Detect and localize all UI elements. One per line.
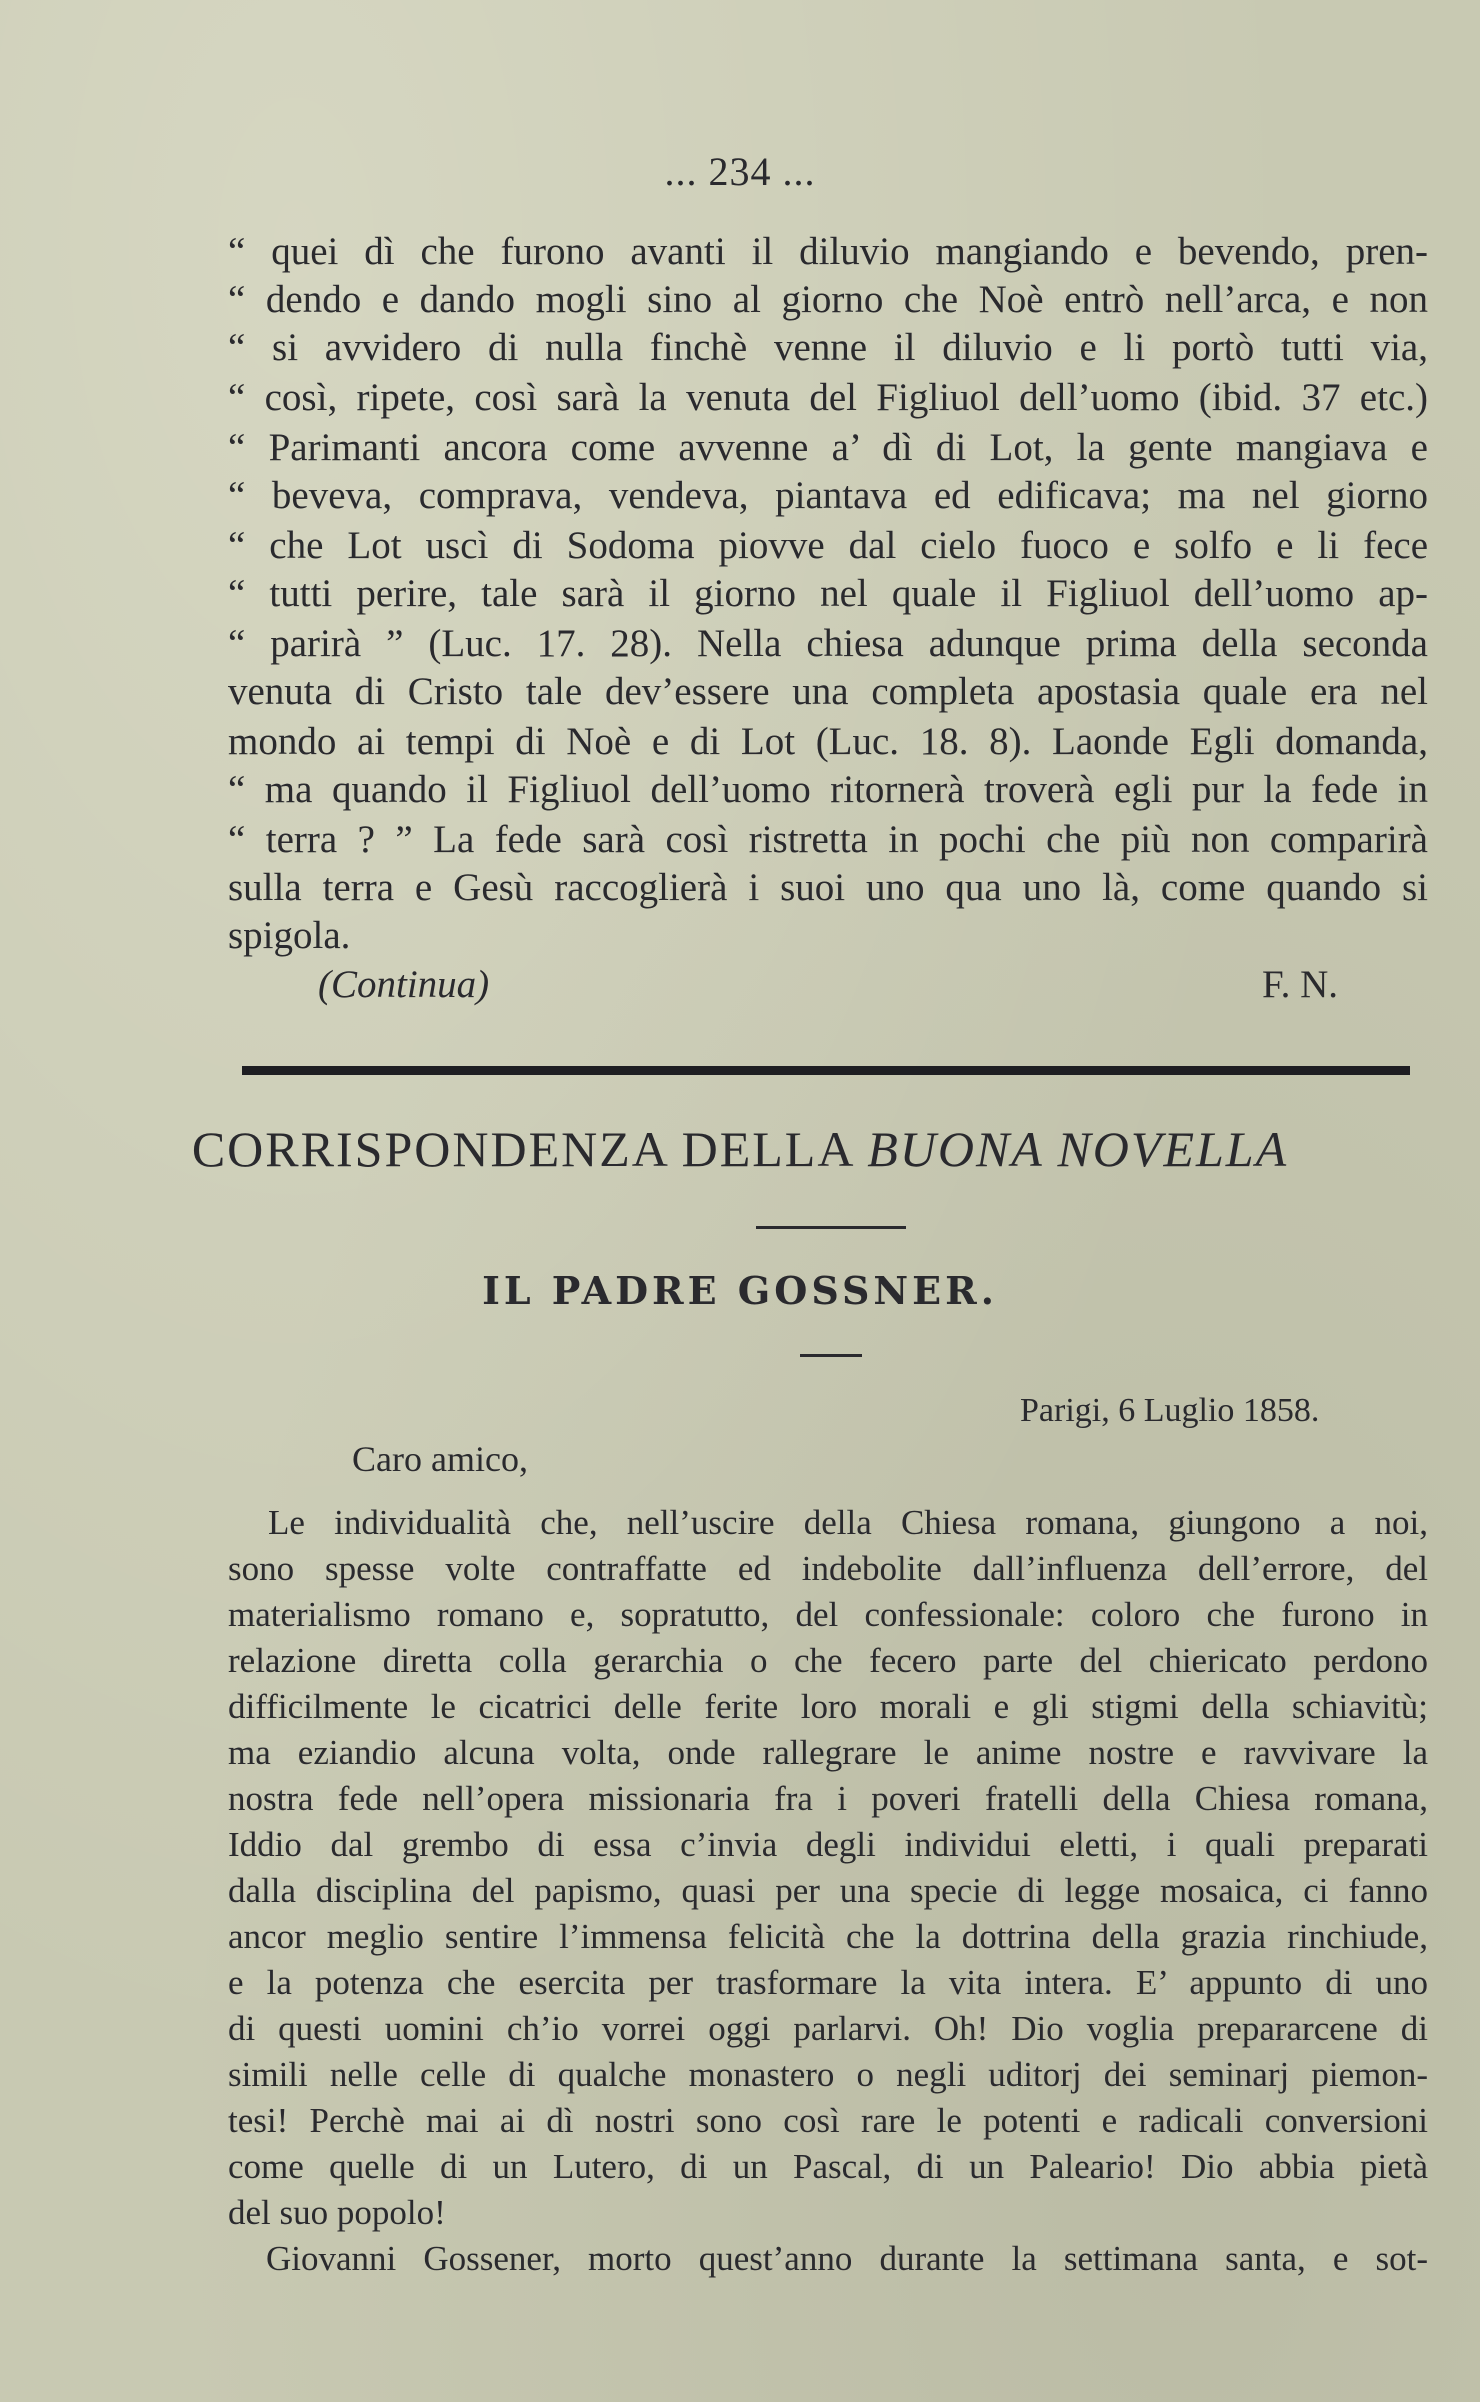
text-line: “ così, ripete, così sarà la venuta del Figliuol dell’uomo (ibid. 37 etc.) (228, 376, 1428, 419)
text-line: Iddio dal grembo di essa c’invia degli individui eletti, i quali preparati (228, 1825, 1428, 1864)
text-line: difficilmente le cicatrici delle ferite loro morali e gli stigmi della schiavitù; (228, 1687, 1428, 1726)
article-subtitle: IL PADRE GOSSNER. (482, 1268, 998, 1313)
text-line: tesi! Perchè mai ai dì nostri sono così rare le potenti e radicali conversioni (228, 2101, 1428, 2140)
text-line: ancor meglio sentire l’immensa felicità che la dottrina della grazia rinchiude, (228, 1917, 1428, 1956)
text-line: “ tutti perire, tale sarà il giorno nel quale il Figliuol dell’uomo ap- (228, 572, 1428, 615)
section-title-italic: BUONA NOVELLA (867, 1121, 1289, 1177)
text-line: “ quei dì che furono avanti il diluvio mangiando e bevendo, pren- (228, 230, 1428, 273)
letter-salutation: Caro amico, (352, 1439, 528, 1479)
text-line: e la potenza che esercita per trasformare la vita intera. E’ appunto di uno (228, 1963, 1428, 2002)
text-line: mondo ai tempi di Noè e di Lot (Luc. 18. 8). Laonde Egli domanda, (228, 720, 1428, 763)
text-line: “ beveva, comprava, vendeva, piantava ed edificava; ma nel giorno (228, 474, 1428, 517)
text-line: “ dendo e dando mogli sino al giorno che Noè entrò nell’arca, e non (228, 278, 1428, 321)
text-line: come quelle di un Lutero, di un Pascal, di un Paleario! Dio abbia pietà (228, 2147, 1428, 2186)
section-divider (242, 1066, 1410, 1075)
text-line: dalla disciplina del papismo, quasi per una specie di legge mosaica, ci fanno (228, 1871, 1428, 1910)
text-line: venuta di Cristo tale dev’essere una completa apostasia quale era nel (228, 670, 1428, 713)
text-line: “ parirà ” (Luc. 17. 28). Nella chiesa adunque prima della seconda (228, 622, 1428, 665)
page-number: ... 234 ... (664, 149, 816, 194)
text-line: relazione diretta colla gerarchia o che fecero parte del chiericato perdono (228, 1641, 1428, 1680)
text-line: di questi uomini ch’io vorrei oggi parlarvi. Oh! Dio voglia prepararcene di (228, 2009, 1428, 2048)
text-line: “ ma quando il Figliuol dell’uomo ritornerà troverà egli pur la fede in (228, 768, 1428, 811)
text-line: “ terra ? ” La fede sarà così ristretta in pochi che più non comparirà (228, 818, 1428, 861)
article-signature (318, 962, 1338, 1007)
author-initials: F. N. (1262, 963, 1338, 1006)
text-line: “ si avvidero di nulla finchè venne il diluvio e li portò tutti via, (228, 326, 1428, 369)
title-rule (756, 1226, 906, 1229)
text-line: del suo popolo! (228, 2193, 446, 2232)
text-line: Le individualità che, nell’uscire della Chiesa romana, giungono a noi, (268, 1503, 1428, 1542)
text-line: sulla terra e Gesù raccoglierà i suoi uno qua uno là, come quando si (228, 866, 1428, 909)
text-line: “ Parimanti ancora come avvenne a’ dì di Lot, la gente mangiava e (228, 426, 1428, 469)
section-title-plain: CORRISPONDENZA DELLA (191, 1121, 853, 1177)
text-line: spigola. (228, 914, 351, 957)
text-line: simili nelle celle di qualche monastero o negli uditorj dei seminarj piemon- (228, 2055, 1428, 2094)
continua-note: (Continua) (318, 963, 490, 1006)
subtitle-rule (800, 1354, 862, 1357)
letter-dateline: Parigi, 6 Luglio 1858. (1020, 1392, 1320, 1429)
section-title (0, 1120, 1480, 1178)
text-line: “ che Lot uscì di Sodoma piovve dal cielo fuoco e solfo e li fece (228, 524, 1428, 567)
text-line: sono spesse volte contraffatte ed indebolite dall’influenza dell’errore, del (228, 1549, 1428, 1588)
text-line: Giovanni Gossener, morto quest’anno durante la settimana santa, e sot- (266, 2239, 1428, 2278)
text-line: nostra fede nell’opera missionaria fra i poveri fratelli della Chiesa romana, (228, 1779, 1428, 1818)
text-line: materialismo romano e, sopratutto, del confessionale: coloro che furono in (228, 1595, 1428, 1634)
text-line: ma eziandio alcuna volta, onde rallegrare le anime nostre e ravvivare la (228, 1733, 1428, 1772)
